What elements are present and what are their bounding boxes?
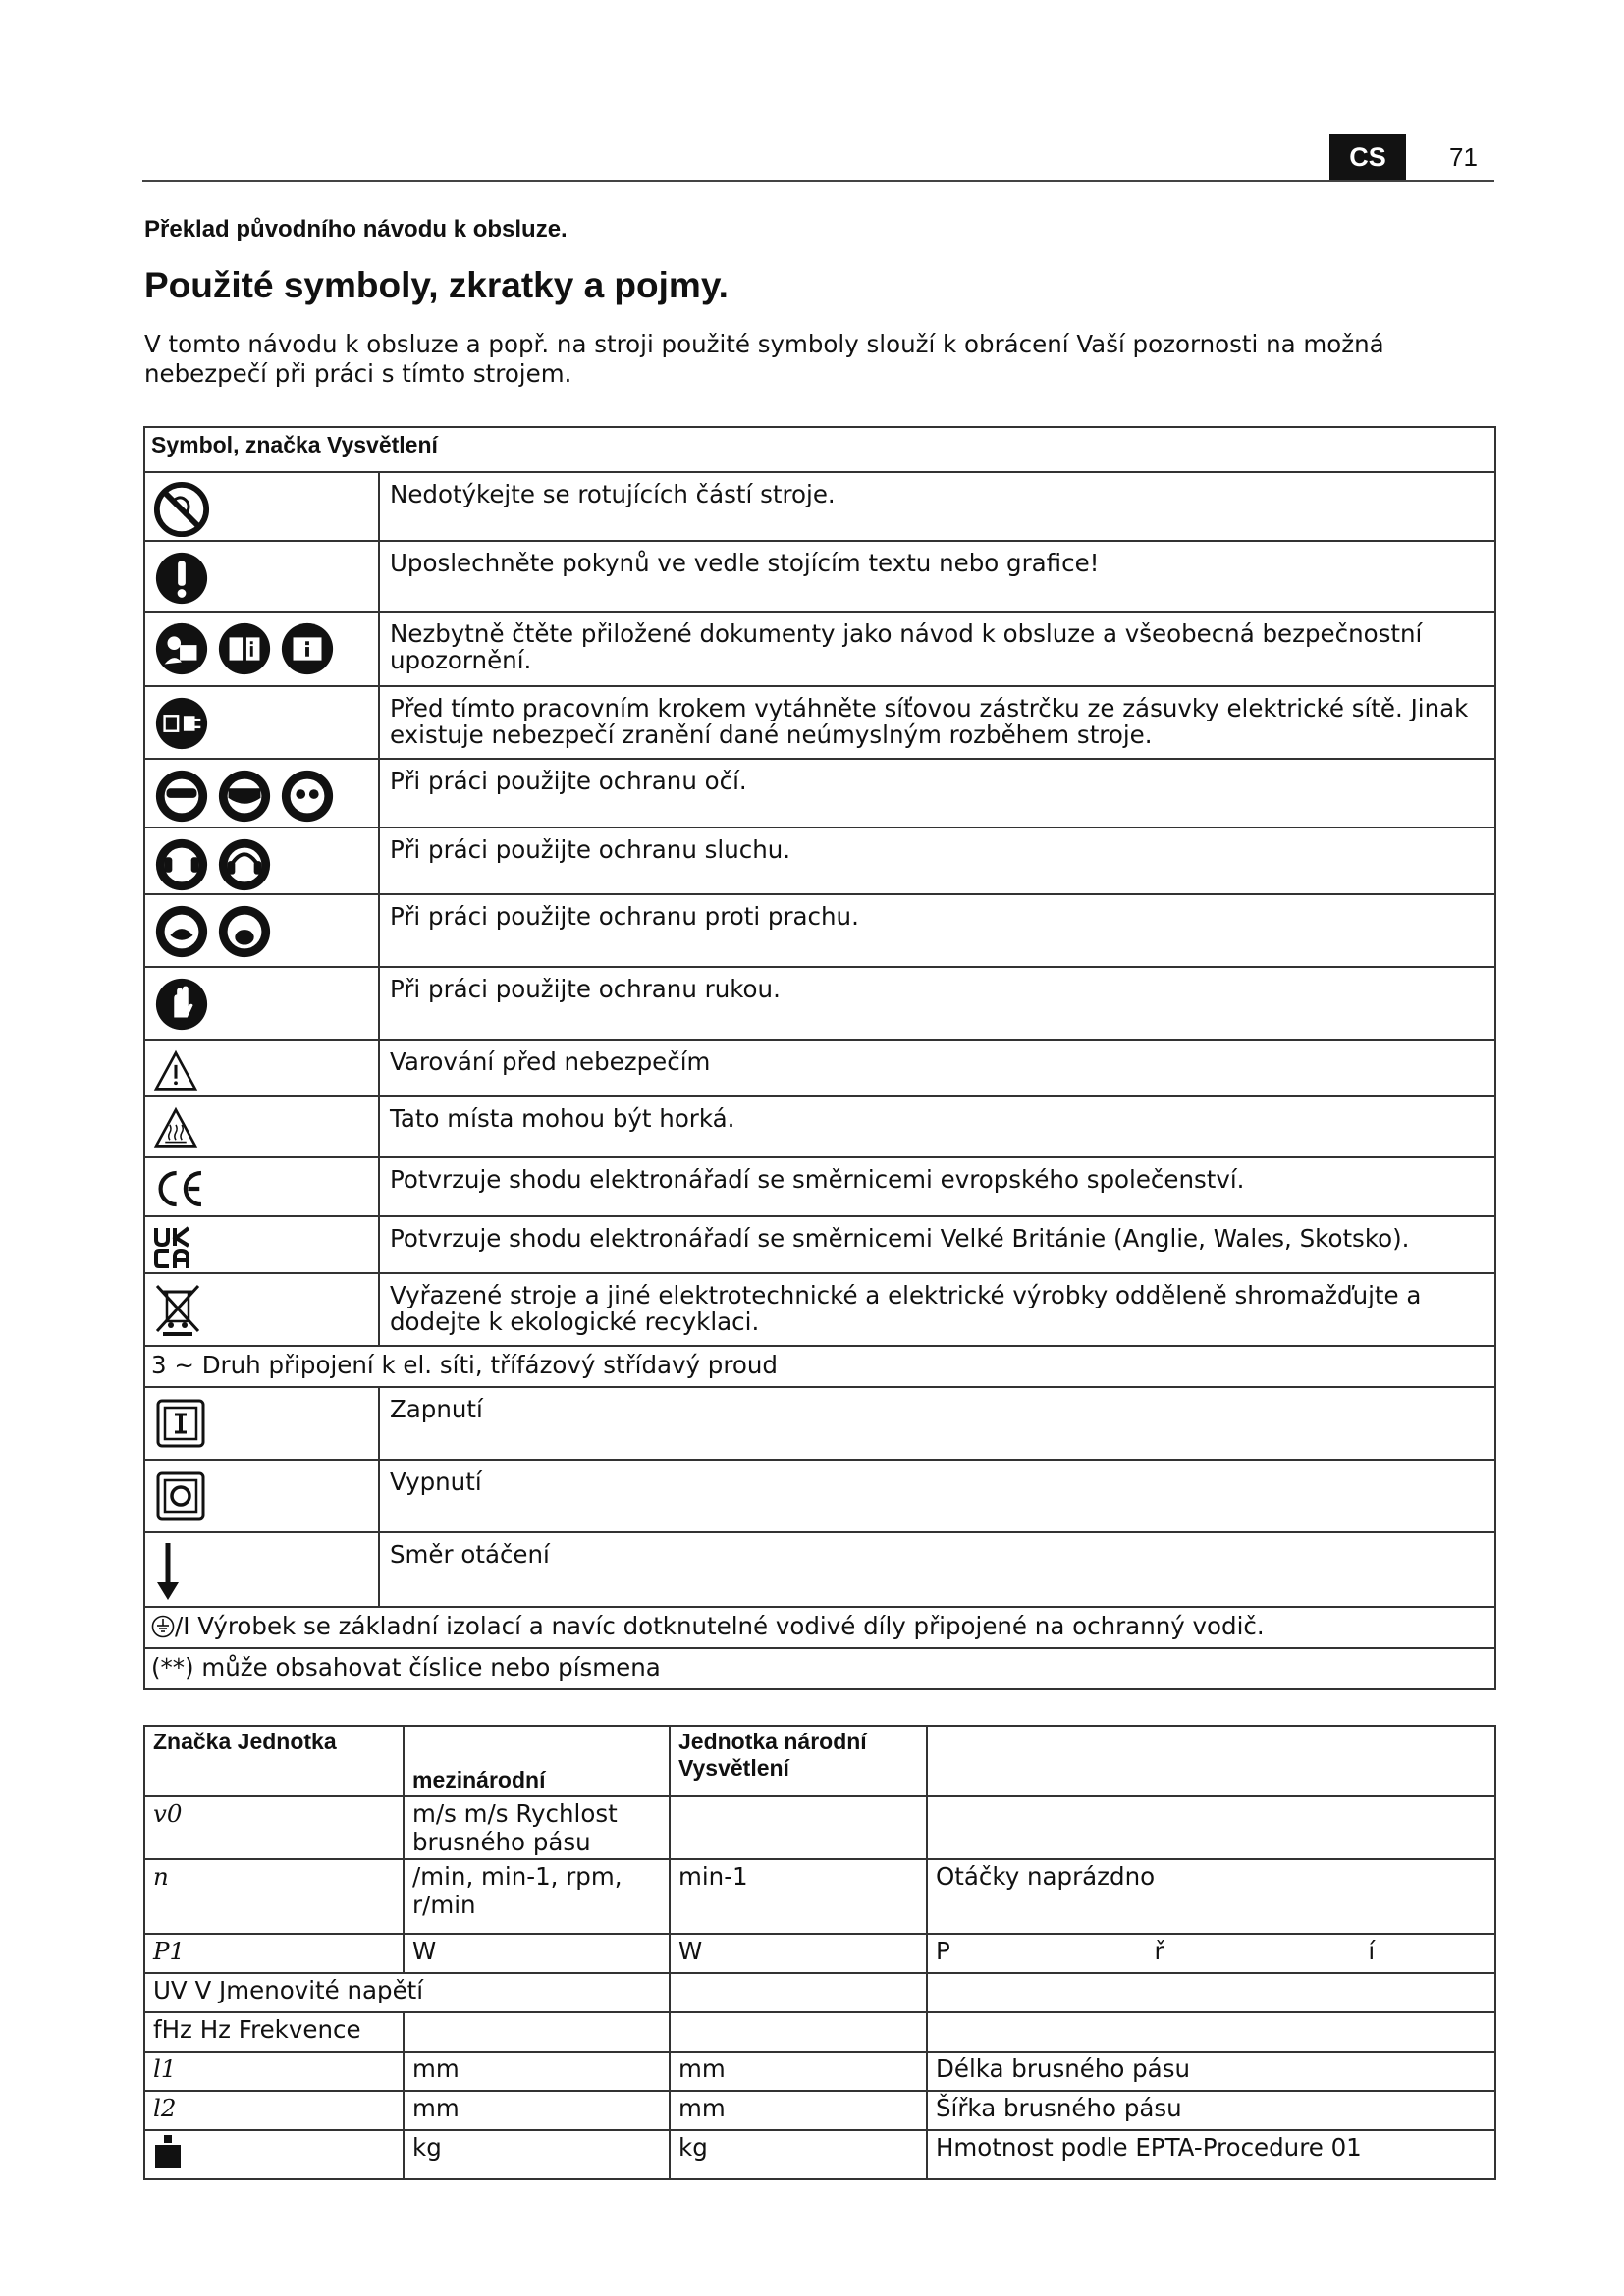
symbol-description: Při práci použijte ochranu očí.: [379, 759, 1495, 828]
symbol-description: Uposlechněte pokynů ve vedle stojícím textu nebo grafice!: [379, 541, 1495, 612]
table-row: [144, 1040, 1495, 1096]
symbol-description: Při práci použijte ochranu proti prachu.: [379, 894, 1495, 967]
rotation-arrow-icon: [153, 1541, 183, 1602]
symbol-description: Vyřazené stroje a jiné elektrotechnické a elektrické výrobky odděleně shromažďujte a dodejte k ekologické recyklaci.: [379, 1273, 1495, 1346]
switch-off-icon: [153, 1468, 208, 1523]
unit-international: m/s m/s Rychlost brusného pásu: [404, 1796, 670, 1859]
ukca-mark-icon: [153, 1225, 194, 1270]
unit-international: /min, min-1, rpm, r/min: [404, 1859, 670, 1934]
unit-symbol: v0: [144, 1796, 404, 1859]
unit-symbol: l2: [144, 2091, 404, 2130]
note-row: (**) může obsahovat číslice nebo písmena: [144, 1648, 1495, 1689]
table-row: [144, 2052, 1495, 2091]
document-subtitle: Překlad původního návodu k obsluze.: [144, 216, 568, 242]
table-row: [144, 1859, 1495, 1934]
symbol-description: Potvrzuje shodu elektronářadí se směrnicemi evropského společenství.: [379, 1157, 1495, 1216]
unit-row-voltage: UV V Jmenovité napětí: [144, 1973, 670, 2012]
table-row: [144, 2130, 1495, 2179]
symbol-description: Vypnutí: [379, 1460, 1495, 1532]
info-manual-icon: [279, 620, 336, 677]
table-row: [144, 1532, 1495, 1607]
intro-paragraph: V tomto návodu k obsluze a popř. na stroji použité symboly slouží k obrácení Vaší pozornosti na možná nebezpečí při práci s tímto strojem.: [144, 330, 1384, 388]
table-row: [144, 686, 1495, 759]
table-row: [144, 1973, 1495, 2012]
ear-protection-icon: [153, 836, 210, 893]
units-header-national: Jednotka národní Vysvětlení: [670, 1726, 927, 1796]
unit-international: mm: [404, 2091, 670, 2130]
symbols-table: [143, 426, 1496, 1690]
language-badge: CS: [1329, 134, 1406, 180]
unit-explanation: [927, 2012, 1495, 2052]
unit-explanation: [927, 1796, 1495, 1859]
weight-icon: [153, 2133, 183, 2170]
protective-earth-icon: [151, 1615, 175, 1638]
table-row: [144, 1460, 1495, 1532]
symbol-description: Potvrzuje shodu elektronářadí se směrnicemi Velké Británie (Anglie, Wales, Skotsko).: [379, 1216, 1495, 1273]
unit-explanation: P ř í: [927, 1934, 1495, 1973]
unit-explanation: Délka brusného pásu: [927, 2052, 1495, 2091]
units-header-international: mezinárodní: [404, 1726, 670, 1796]
exclamation-icon: [153, 550, 210, 607]
unit-national: [670, 2012, 927, 2052]
unit-international: kg: [404, 2130, 670, 2179]
symbol-description: Nedotýkejte se rotujících částí stroje.: [379, 472, 1495, 541]
book-icon: [216, 620, 273, 677]
respirator-icon: [216, 903, 273, 960]
unit-national: [670, 1973, 927, 2012]
table-row: [144, 828, 1495, 894]
unit-national: min-1: [670, 1859, 927, 1934]
unit-explanation: Šířka brusného pásu: [927, 2091, 1495, 2130]
unit-symbol: P1: [144, 1934, 404, 1973]
table-row: [144, 1387, 1495, 1460]
unit-international: W: [404, 1934, 670, 1973]
table-row: [144, 1157, 1495, 1216]
table-row: [144, 541, 1495, 612]
symbol-description: Zapnutí: [379, 1387, 1495, 1460]
switch-on-icon: [153, 1396, 208, 1451]
symbol-description: Tato místa mohou být horká.: [379, 1096, 1495, 1157]
three-phase-row: 3 ~ Druh připojení k el. síti, třífázový střídavý proud: [144, 1346, 1495, 1387]
unit-symbol: l1: [144, 2052, 404, 2091]
table-row: [144, 612, 1495, 686]
header-rule: [142, 180, 1494, 182]
gloves-icon: [153, 976, 210, 1033]
table-row: [144, 1796, 1495, 1859]
table-row: [144, 1216, 1495, 1273]
units-header-explanation: [927, 1726, 1495, 1796]
unit-explanation: Hmotnost podle EPTA-Procedure 01: [927, 2130, 1495, 2179]
unit-national: W: [670, 1934, 927, 1973]
unplug-icon: [153, 695, 210, 752]
symbol-description: Při práci použijte ochranu sluchu.: [379, 828, 1495, 894]
symbol-description: Směr otáčení: [379, 1532, 1495, 1607]
class1-row: /I Výrobek se základní izolací a navíc dotknutelné vodivé díly připojené na ochranný vodič.: [175, 1612, 1265, 1640]
page-number: 71: [1449, 142, 1478, 172]
safety-glasses-icon: [279, 768, 336, 825]
ear-muffs-icon: [216, 836, 273, 893]
unit-row-frequency: fHz Hz Frekvence: [144, 2012, 404, 2052]
face-shield-icon: [216, 768, 273, 825]
table-row: [144, 1096, 1495, 1157]
unit-explanation: [927, 1973, 1495, 2012]
table-row: [144, 967, 1495, 1040]
symbols-table-header: Symbol, značka Vysvětlení: [144, 427, 1495, 472]
warning-triangle-icon: [153, 1048, 198, 1094]
unit-national: mm: [670, 2091, 927, 2130]
goggles-icon: [153, 768, 210, 825]
no-touch-rotating-icon: [153, 481, 210, 538]
hot-surface-icon: [153, 1105, 198, 1150]
units-table-header: [144, 1726, 1495, 1796]
unit-international: [404, 2012, 670, 2052]
table-row: [144, 1934, 1495, 1973]
table-row: [144, 1346, 1495, 1387]
unit-international: mm: [404, 2052, 670, 2091]
symbol-description: Při práci použijte ochranu rukou.: [379, 967, 1495, 1040]
weee-bin-icon: [153, 1282, 202, 1337]
unit-national: [670, 1796, 927, 1859]
symbol-description: Nezbytně čtěte přiložené dokumenty jako návod k obsluze a všeobecná bezpečnostní upozornění.: [379, 612, 1495, 686]
table-row: [144, 759, 1495, 828]
table-row: [144, 2091, 1495, 2130]
symbol-description: Před tímto pracovním krokem vytáhněte síťovou zástrčku ze zásuvky elektrické sítě. Jinak existuje nebezpečí zranění dané neúmyslným rozběhem stroje.: [379, 686, 1495, 759]
unit-symbol: n: [144, 1859, 404, 1934]
table-row: [144, 1273, 1495, 1346]
ce-mark-icon: [153, 1166, 206, 1211]
read-manual-icon: [153, 620, 210, 677]
table-row: [144, 472, 1495, 541]
table-row: [144, 1648, 1495, 1689]
dust-mask-icon: [153, 903, 210, 960]
unit-explanation: Otáčky naprázdno: [927, 1859, 1495, 1934]
unit-national: kg: [670, 2130, 927, 2179]
page-title: Použité symboly, zkratky a pojmy.: [144, 265, 729, 305]
symbol-description: Varování před nebezpečím: [379, 1040, 1495, 1096]
units-table: [143, 1725, 1496, 2180]
unit-national: mm: [670, 2052, 927, 2091]
table-row: [144, 894, 1495, 967]
table-row: [144, 1607, 1495, 1648]
table-row: [144, 2012, 1495, 2052]
units-header-symbol: Značka Jednotka: [144, 1726, 404, 1796]
